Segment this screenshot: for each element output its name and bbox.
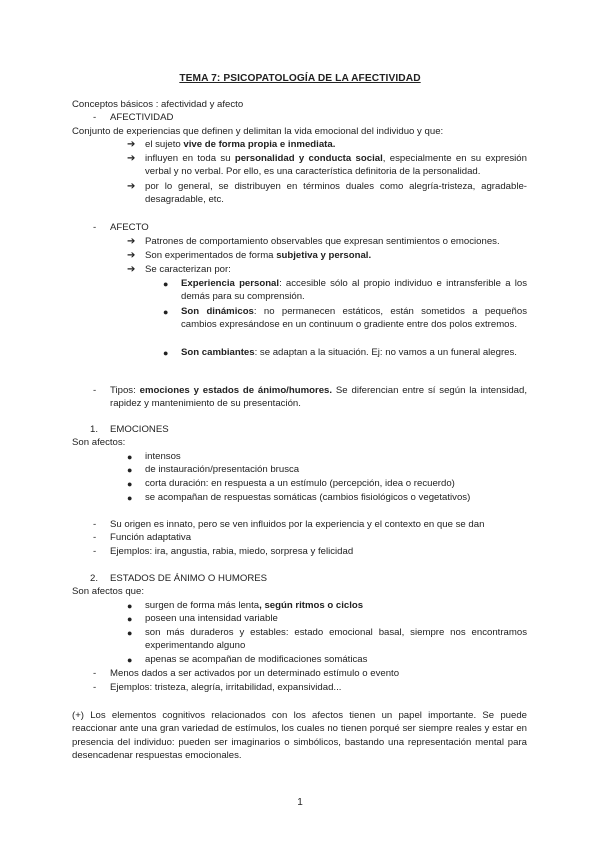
emociones-item-3: corta duración: en respuesta a un estímulo (percepción, idea o recuerdo) (145, 478, 455, 489)
estados-item-2: poseen una intensidad variable (145, 613, 278, 624)
page-title: TEMA 7: PSICOPATOLOGÍA DE LA AFECTIVIDAD (179, 73, 421, 84)
dash-marker: - (93, 222, 97, 233)
bullet-icon: ● (127, 493, 133, 503)
estados-note-1: Menos dados a ser activados por un determinado estímulo o evento (110, 668, 400, 679)
bullet-icon: ● (127, 452, 133, 462)
afecto-heading: AFECTO (110, 222, 149, 233)
dash-marker: - (93, 682, 97, 693)
tipos-paragraph: Tipos: emociones y estados de ánimo/humores. Se diferencian entre sí según la intensidad, rapidez y mantenimiento de su presentación. (110, 385, 528, 410)
emociones-item-2: de instauración/presentación brusca (145, 464, 300, 475)
arrow-icon: ➔ (127, 153, 136, 164)
emociones-item-1: intensos (145, 451, 181, 462)
emociones-note-3: Ejemplos: ira, angustia, rabia, miedo, sorpresa y felicidad (110, 546, 354, 557)
emociones-heading: EMOCIONES (110, 424, 169, 435)
conceptos-line: Conceptos básicos : afectividad y afecto (72, 99, 244, 110)
bullet-icon: ● (163, 348, 169, 358)
bullet-icon: ● (163, 279, 169, 289)
nota-paragraph: (+) Los elementos cognitivos relacionados con los afectos tienen un papel importante. Se puede reaccionar ante una gran variedad de estímulos, los cuales no tienen porqué ser siempre reales y estar en presencia del individuo: pueden ser imaginarios o simbólicos, bastando una representación mental para desencadenar respuestas emocionales. (72, 710, 527, 762)
bullet-icon: ● (127, 465, 133, 475)
dash-marker: - (93, 519, 97, 530)
dash-marker: - (93, 112, 97, 123)
afectividad-item-1: el sujeto vive de forma propia e inmediata. (145, 139, 336, 150)
arrow-icon: ➔ (127, 250, 136, 261)
afectividad-intro: Conjunto de experiencias que definen y delimitan la vida emocional del individuo y que: (72, 126, 444, 137)
afecto-item-2: Son experimentados de forma subjetiva y personal. (145, 250, 372, 261)
afecto-caracteristica-2: Son dinámicos: no permanecen estáticos, están sometidos a pequeños cambios expresándose en un continuum o gradiente entre dos polos extremos. (181, 306, 527, 331)
bullet-icon: ● (127, 614, 133, 624)
bullet-icon: ● (127, 601, 133, 611)
page-number: 1 (297, 797, 303, 808)
afecto-item-3: Se caracterizan por: (145, 264, 231, 275)
estados-note-2: Ejemplos: tristeza, alegría, irritabilidad, expansividad... (110, 682, 342, 693)
dash-marker: - (93, 668, 97, 679)
emociones-note-1: Su origen es innato, pero se ven influidos por la experiencia y el contexto en que se dan (110, 519, 485, 530)
emociones-note-2: Función adaptativa (110, 532, 192, 543)
arrow-icon: ➔ (127, 181, 136, 192)
arrow-icon: ➔ (127, 264, 136, 275)
afectividad-heading: AFECTIVIDAD (110, 112, 174, 123)
estados-item-4: apenas se acompañan de modificaciones somáticas (145, 654, 368, 665)
dash-marker: - (93, 385, 97, 396)
afectividad-item-2: influyen en toda su personalidad y conducta social, especialmente en su expresión verbal y no verbal. Por ello, es una característica definitoria de la personalidad. (145, 153, 527, 178)
dash-marker: - (93, 546, 97, 557)
estados-item-3: son más duraderos y estables: estado emocional basal, siempre nos encontramos experimentando alguno (145, 627, 527, 652)
section-number: 2. (90, 573, 99, 584)
afectividad-item-3: por lo general, se distribuyen en términos duales como alegría-tristeza, agradable-desagradable, etc. (145, 181, 527, 206)
emociones-subheading: Son afectos: (72, 437, 126, 448)
afecto-item-1: Patrones de comportamiento observables que expresan sentimientos o emociones. (145, 236, 500, 247)
bullet-icon: ● (127, 628, 133, 638)
afecto-caracteristica-1: Experiencia personal: accesible sólo al propio individuo e intransferible a los demás para su comprensión. (181, 278, 528, 303)
bullet-icon: ● (127, 655, 133, 665)
bullet-icon: ● (163, 307, 169, 317)
arrow-icon: ➔ (127, 236, 136, 247)
emociones-item-4: se acompañan de respuestas somáticas (cambios fisiológicos o vegetativos) (145, 492, 471, 503)
bullet-icon: ● (127, 479, 133, 489)
estados-item-1: surgen de forma más lenta, según ritmos o ciclos (145, 600, 364, 611)
arrow-icon: ➔ (127, 139, 136, 150)
estados-subheading: Son afectos que: (72, 586, 145, 597)
dash-marker: - (93, 532, 97, 543)
afecto-caracteristica-3: Son cambiantes: se adaptan a la situación. Ej: no vamos a un funeral alegres. (181, 347, 517, 358)
section-number: 1. (90, 424, 99, 435)
estados-heading: ESTADOS DE ÁNIMO O HUMORES (110, 573, 268, 584)
